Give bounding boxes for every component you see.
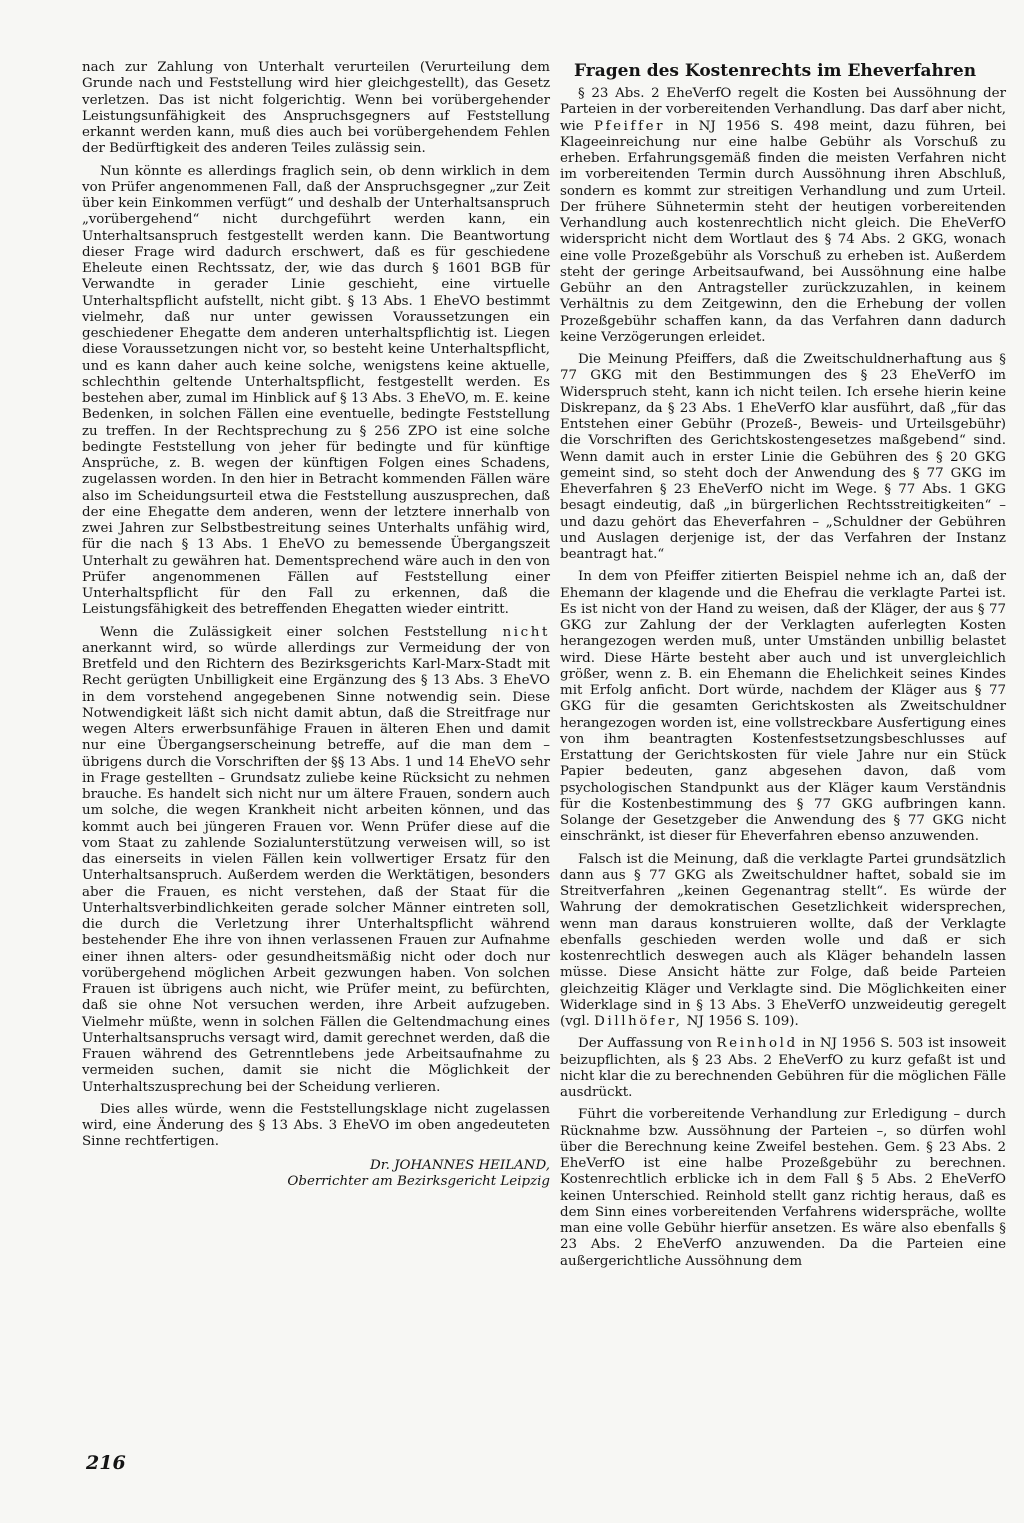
emphasis-spaced: Reinhold: [716, 1036, 798, 1052]
left-column: [82, 60, 550, 1191]
text-run: § 23 Abs. 2 EheVerfO regelt die Kosten bei Aussöhnung der Parteien in der vorbereitenden Verhandlung. Das darf aber nicht, wie: [560, 86, 1006, 134]
text-run: Wenn die Zulässigkeit einer solchen Feststellung: [100, 624, 488, 640]
paragraph: Führt die vorbereitende Verhandlung zur Erledigung – durch Rücknahme bzw. Aussöhnung der Parteien –, so dürfen wohl über die Berechnung keine Zweifel bestehen. Gem. § 23 Abs. 2 EheVerfO ist eine halbe Prozeßgebühr zu berechnen. Kostenrechtlich erblicke ich in dem Fall § 5 Abs. 2 EheVerfO keinen Unterschied. Reinhold stellt ganz richtig heraus, daß es dem Sinn eines vorbereitenden Verfahrens widerspräche, wollte man eine volle Gebühr hierfür ansetzen. Es wäre also ebenfalls § 23 Abs. 2 EheVerfO anzuwenden. Da die Parteien eine außergerichtliche Aussöhnung dem: [560, 1107, 1006, 1269]
paragraph: Die Meinung Pfeiffers, daß die Zweitschuldnerhaftung aus § 77 GKG mit den Bestimmungen des § 23 EheVerfO im Widerspruch steht, kann ich nicht teilen. Ich ersehe hierin keine Diskrepanz, da § 23 Abs. 1 EheVerfO klar ausführt, daß „für das Entstehen einer Gebühr (Prozeß-, Beweis- und Urteilsgebühr) die Vorschriften des Gerichtskostengesetzes maßgebend“ sind. Wenn damit auch in erster Linie die Gebühren des § 20 GKG gemeint sind, so steht doch der Anwendung des § 77 GKG im Eheverfahren § 23 EheVerfO nicht im Wege. § 77 Abs. 1 GKG besagt eindeutig, daß „in bürgerlichen Rechtsstreitigkeiten“ – und dazu gehört das Eheverfahren – „Schuldner der Gebühren und Auslagen derjenige ist, der das Verfahren der Instanz beantragt hat.“: [560, 352, 1006, 562]
paragraph: In dem von Pfeiffer zitierten Beispiel nehme ich an, daß der Ehemann der klagende und die Ehefrau die verklagte Partei ist. Es ist nicht von der Hand zu weisen, daß der Kläger, der aus § 77 GKG zur Zahlung der der Verklagten auferlegten Kosten herangezogen werden muß, unter Umständen unbillig belastet wird. Diese Härte besteht aber auch und ist unvergleichlich größer, wenn z. B. ein Ehemann die Ehelichkeit seines Kindes mit Erfolg anficht. Dort würde, nachdem der Kläger aus § 77 GKG für die gesamten Gerichtskosten als Zweitschuldner herangezogen worden ist, eine vollstreckbare Ausfertigung eines von ihm beantragten Kostenfestsetzungsbeschlusses auf Erstattung der Gerichtskosten für viele Jahre nur ein Stück Papier bedeuten, ganz abgesehen davon, daß vom psychologischen Standpunkt aus der Kläger kaum Verständnis für die Kostenbestimmung des § 77 GKG aufbringen kann. Solange der Gesetzgeber die Anwendung des § 77 GKG nicht einschränkt, ist dieser für Eheverfahren ebenso anzuwenden.: [560, 569, 1006, 845]
text-run: Der Auffassung von: [578, 1036, 712, 1052]
text-run: in NJ 1956 S. 498 meint, dazu führen, bei Klageeinreichung nur eine halbe Gebühr als Vorschuß zu erheben. Erfahrungsgemäß finden die meisten Verfahren nicht im vorbereitenden Termin durch Aussöhnung ihren Abschluß, sondern es kommt zur streitigen Verhandlung und zum Urteil. Der frühere Sühnetermin steht der heutigen vorbereitenden Verhandlung auch kostenrechtlich nicht gleich. Die EheVerfO widerspricht nicht dem Wortlaut des § 74 Abs. 2 GKG, wonach eine volle Prozeßgebühr als Vorschuß zu erheben ist. Außerdem steht der geringe Arbeitsaufwand, bei Aussöhnung eine halbe Gebühr an den Antragsteller zurückzuzahlen, in keinem Verhältnis zu dem Zeitgewinn, den die Erhebung der vollen Prozeßgebühr schaffen kann, da das Verfahren dann dadurch keine Verzögerungen erleidet.: [560, 118, 1006, 345]
paragraph: [560, 86, 1006, 346]
emphasis-spaced: Dillhöfer,: [594, 1014, 683, 1029]
text-run: Falsch ist die Meinung, daß die verklagte Partei grundsätzlich dann aus § 77 GKG als Zweitschuldner haftet, sobald sie im Streitverfahren „keinen Gegenantrag stellt“. Es würde der Wahrung der demokratischen Gesetzlichkeit widersprechen, wenn man daraus konstruieren wollte, daß der Verklagte ebenfalls geschieden werden wolle und daß er sich kostenrechtlich deswegen auch als Kläger behandeln lassen müsse. Diese Ansicht hätte zur Folge, daß beide Parteien gleichzeitig Kläger und Verklagte sind. Die Möglichkeiten einer Widerklage sind in § 13 Abs. 3 EheVerfO unzweideutig geregelt (vgl.: [560, 851, 1006, 1029]
paragraph: [560, 852, 1006, 1031]
emphasis-spaced: nicht: [502, 624, 550, 640]
author-title: Oberrichter am Bezirksgericht Leipzig: [287, 1174, 550, 1189]
paragraph: [560, 1036, 1006, 1101]
text-run: in NJ 1956 S. 503 ist insoweit beizupflichten, als § 23 Abs. 2 EheVerfO zu kurz gefaßt ist und nicht klar die zu berechnenden Gebühren für die möglichen Fälle ausdrückt.: [560, 1036, 1006, 1100]
article-heading: Fragen des Kostenrechts im Eheverfahren: [574, 61, 977, 81]
right-column: [560, 60, 1006, 1270]
paragraph: [82, 625, 550, 1096]
author-signature: [82, 1158, 550, 1191]
paragraph: Nun könnte es allerdings fraglich sein, ob denn wirklich in dem von Prüfer angenommenen Fall, daß der Anspruchsgegner „zur Zeit über kein Einkommen verfügt“ und deshalb der Unterhaltsanspruch „vorübergehend“ nicht durchgeführt werden kann, ein Unterhaltsanspruch festgestellt werden kann. Die Beantwortung dieser Frage wird dadurch erschwert, daß es für geschiedene Eheleute einen Rechtssatz, der, wie das durch § 1601 BGB für Verwandte in gerader Linie geschieht, eine virtuelle Unterhaltspflicht aufstellt, nicht gibt. § 13 Abs. 1 EheVO bestimmt vielmehr, daß nur unter gewissen Voraussetzungen ein geschiedener Ehegatte dem anderen unterhaltspflichtig ist. Liegen diese Voraussetzungen nicht vor, so besteht keine Unterhaltspflicht, und es kann daher auch keine solche, wenigstens keine aktuelle, schlechthin geltende Unterhaltspflicht, festgestellt werden. Es bestehen aber, zumal im Hinblick auf § 13 Abs. 3 EheVO, m. E. keine Bedenken, in solchen Fällen eine eventuelle, bedingte Feststellung zu treffen. In der Rechtsprechung zu § 256 ZPO ist eine solche bedingte Feststellung von jeher für bedingte und für künftige Ansprüche, z. B. wegen der künftigen Folgen eines Schadens, zugelassen worden. In den hier in Betracht kommenden Fällen wäre also im Scheidungsurteil etwa die Feststellung auszusprechen, daß der eine Ehegatte dem anderen, wenn der letztere innerhalb von zwei Jahren zur Selbstbestreitung seines Unterhalts unfähig wird, für die nach § 13 Abs. 1 EheVO zu bemessende Übergangszeit Unterhalt zu gewähren hat. Dementsprechend wäre auch in den von Prüfer angenommenen Fällen auf Feststellung einer Unterhaltspflicht für den Fall zu erkennen, daß die Leistungsfähigkeit des betreffenden Ehegatten wieder eintritt.: [82, 163, 550, 618]
text-run: anerkannt wird, so würde allerdings zur Vermeidung der von Bretfeld und den Richtern des Bezirksgerichts Karl-Marx-Stadt mit Recht gerügten Unbilligkeit eine Ergänzung des § 13 Abs. 3 EheVO in dem vorstehend angegebenen Sinne notwendig sein. Diese Notwendigkeit läßt sich nicht damit abtun, daß die Streitfrage nur wegen Alters erwerbsunfähige Frauen in älteren Ehen und damit nur eine Übergangserscheinung betreffe, auf die man dem – übrigens durch die Vorschriften der §§ 13 Abs. 1 und 14 EheVO sehr in Frage gestellten – Grundsatz zuliebe keine Rücksicht zu nehmen brauche. Es handelt sich nicht nur um ältere Frauen, sondern auch um solche, die wegen Krankheit nicht arbeiten können, und das kommt auch bei jüngeren Frauen vor. Wenn Prüfer diese auf die vom Staat zu zahlende Sozialunterstützung verweisen will, so ist das einerseits in vielen Fällen kein vollwertiger Ersatz für den Unterhaltsanspruch. Außerdem werden die Werktätigen, besonders aber die Frauen, es nicht verstehen, daß der Staat für die Unterhaltsverbindlichkeiten gerade solcher Männer eintreten soll, die durch die Verletzung ihrer Unterhaltspflicht während bestehender Ehe ihre von ihnen verlassenen Frauen zur Aufnahme einer ihnen alters- oder gesundheitsmäßig nicht oder doch nur vorübergehend möglichen Arbeit gezwungen haben. Von solchen Frauen ist übrigens auch nicht, wie Prüfer meint, zu befürchten, daß sie ohne Not versuchen werden, ihre Arbeit aufzugeben. Vielmehr müßte, wenn in solchen Fällen die Geltendmachung eines Unterhaltsanspruchs versagt wird, damit gerechnet werden, daß die Frauen während des Getrenntlebens jede Arbeitsaufnahme zu vermeiden suchen, damit sie nicht die Möglichkeit der Unterhaltszusprechung bei der Scheidung verlieren.: [82, 640, 550, 1095]
author-name: Dr. JOHANNES HEILAND,: [369, 1157, 550, 1173]
paragraph: Dies alles würde, wenn die Feststellungsklage nicht zugelassen wird, eine Änderung des § 13 Abs. 3 EheVO im oben angedeuteten Sinne rechtfertigen.: [82, 1101, 550, 1150]
paragraph: nach zur Zahlung von Unterhalt verurteilen (Verurteilung dem Grunde nach und Feststellung wird hier gleichgestellt), das Gesetz verletzen. Das ist nicht folgerichtig. Wenn bei vorübergehender Leistungsunfähigkeit des Anspruchsgegners auf Feststellung erkannt werden kann, muß dies auch bei vorübergehendem Fehlen der Bedürftigkeit des anderen Teiles zulässig sein.: [82, 60, 550, 157]
emphasis-spaced: Pfeiffer: [593, 118, 666, 134]
page-number: 216: [86, 1452, 126, 1474]
text-run: NJ 1956 S. 109).: [686, 1014, 799, 1029]
